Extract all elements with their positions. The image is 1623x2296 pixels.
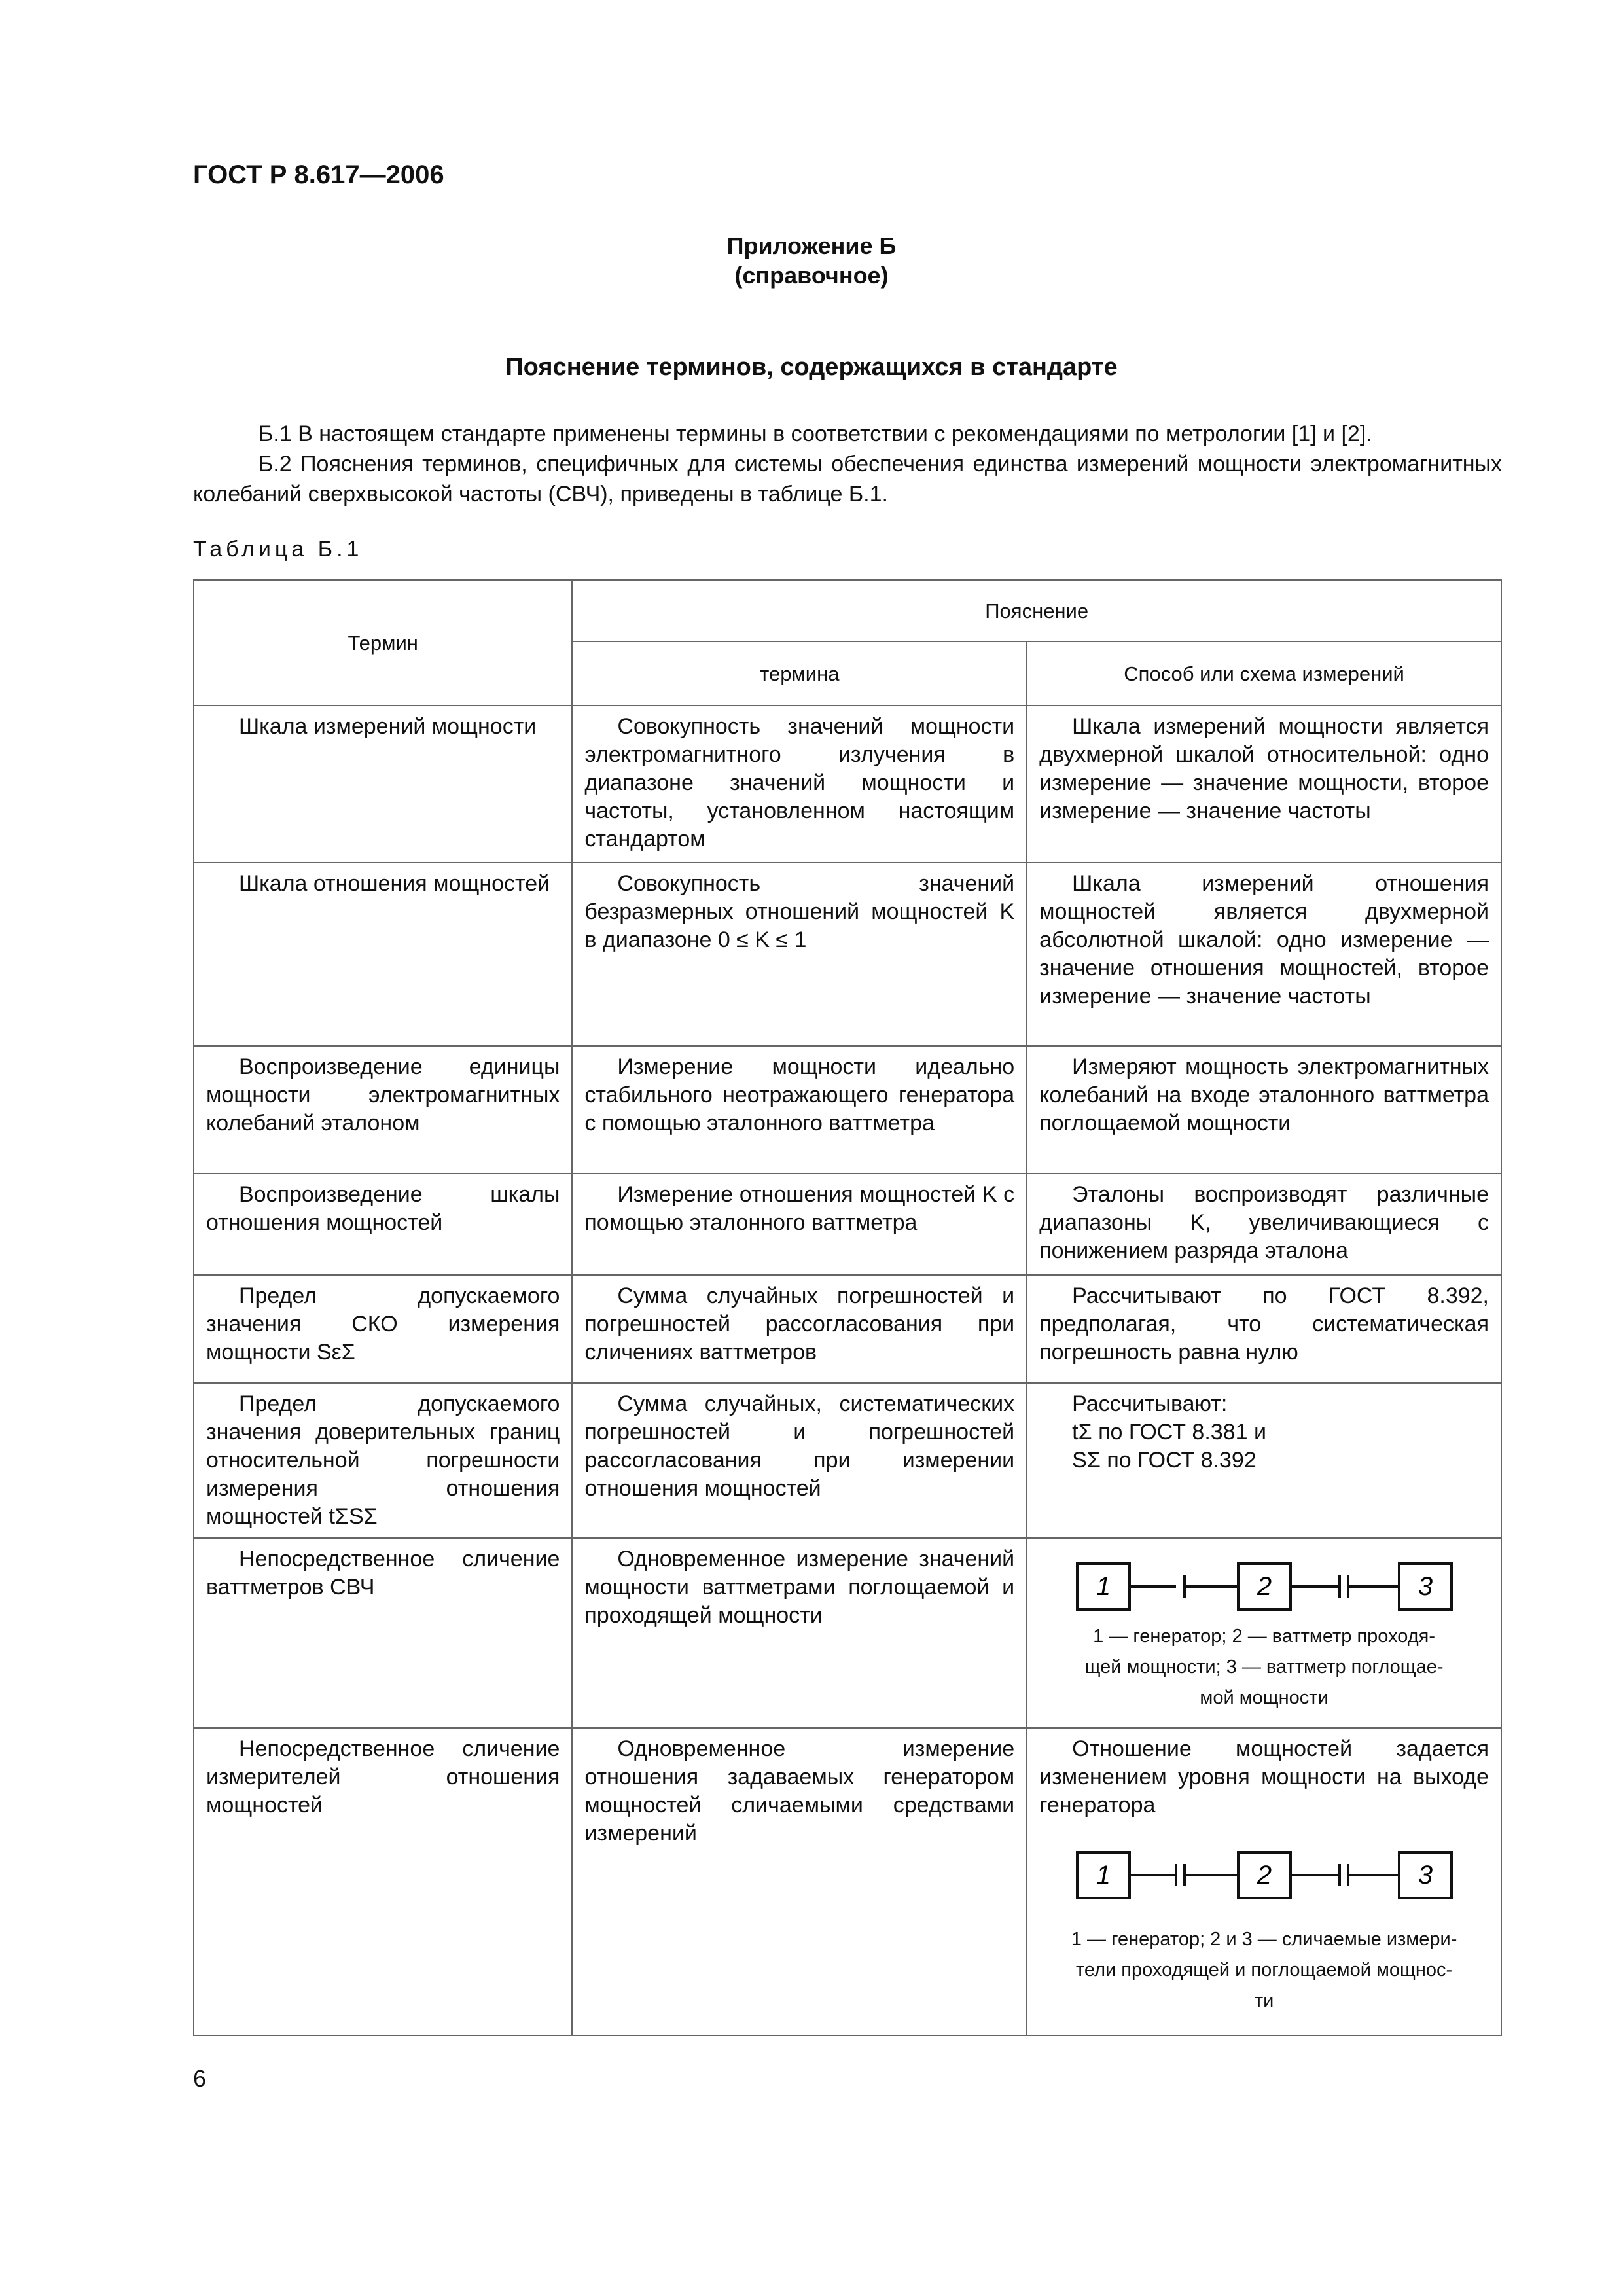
- method-cell: [1027, 1383, 1501, 1538]
- table-row: [194, 1275, 1501, 1383]
- block-1-label: 1: [1096, 1572, 1111, 1601]
- block-3-label: 3: [1418, 1861, 1433, 1890]
- block-1-label: 1: [1096, 1861, 1111, 1890]
- paragraph-b1: Б.1 В настоящем стандарте применены термины в соответствии с рекомендациями по метрологии [1] и [2].: [259, 422, 1372, 446]
- table-row: [194, 863, 1501, 1046]
- term-cell: Воспроизведение единицы мощности электромагнитных колебаний эталоном: [194, 1046, 572, 1174]
- appendix-kind: (справочное): [734, 262, 889, 289]
- block-2-label: 2: [1257, 1572, 1272, 1601]
- term-cell: Непосредственное сличение измерителей отношения мощностей: [194, 1728, 572, 2036]
- paragraph-b2: Б.2 Пояснения терминов, специфичных для системы обеспечения единства измерений мощности электромагнитных колебаний сверхвысокой частоты (СВЧ), приведены в таблице Б.1.: [193, 452, 1502, 507]
- block-2-label: 2: [1257, 1861, 1272, 1890]
- block-3-label: 3: [1418, 1572, 1433, 1601]
- page-number: 6: [193, 2065, 207, 2092]
- term-cell: Шкала измерений мощности: [194, 706, 572, 863]
- connector-2-3: [1291, 1575, 1399, 1598]
- method-line: tΣ по ГОСТ 8.381 и: [1072, 1420, 1266, 1444]
- connector-2-3: [1291, 1864, 1399, 1886]
- table-row: [194, 1046, 1501, 1174]
- method-line: Рассчитывают:: [1072, 1391, 1228, 1416]
- definition-cell: Одновременное измерение отношения задаваемых генератором мощностей сличаемыми средствами измерений: [572, 1728, 1027, 2036]
- table-caption: Таблица Б.1: [193, 537, 363, 562]
- method-cell: Шкала измерений отношения мощностей является двухмерной абсолютной шкалой: одно измерение — значение отношения мощностей, второе измерение — значение частоты: [1027, 863, 1501, 1046]
- table-row: [194, 1383, 1501, 1538]
- term-cell: Непосредственное сличение ваттметров СВЧ: [194, 1538, 572, 1728]
- definition-cell: Совокупность значений безразмерных отношений мощностей K в диапазоне 0 ≤ K ≤ 1: [572, 863, 1027, 1046]
- method-cell: [1027, 1538, 1501, 1728]
- definition-cell: Одновременное измерение значений мощности ваттметрами поглощаемой и проходящей мощности: [572, 1538, 1027, 1728]
- term-cell: Предел допускаемого значения доверительных границ относительной погрешности измерения отношения мощностей tΣSΣ: [194, 1383, 572, 1538]
- appendix-title: Приложение Б: [726, 232, 897, 259]
- header-of-term: термина: [572, 641, 1027, 706]
- document-header: ГОСТ Р 8.617—2006: [193, 160, 444, 189]
- connector-1-2: [1130, 1864, 1238, 1886]
- header-method: Способ или схема измерений: [1027, 641, 1501, 706]
- method-line: SΣ по ГОСТ 8.392: [1072, 1448, 1257, 1473]
- terms-table: [193, 579, 1502, 2036]
- definition-cell: Сумма случайных, систематических погрешностей и погрешностей рассогласования при измерении отношения мощностей: [572, 1383, 1027, 1538]
- definition-cell: Измерение мощности идеально стабильного неотражающего генератора с помощью эталонного ваттметра: [572, 1046, 1027, 1174]
- diagram-legend: 1 — генератор; 2 — ваттметр проходя- щей мощности; 3 — ваттметр поглощае- мой мощности: [1084, 1626, 1444, 1708]
- method-cell: Отношение мощностей задается изменением уровня мощности на выходе генератора 1 2 3 1 — генератор; 2 и 3 — сличаемые измери- тели проходящей и поглощаемой мощнос- ти: [1027, 1728, 1501, 2036]
- comparison-scheme-diagram: [1075, 1846, 1454, 1905]
- table-row: [194, 1538, 1501, 1728]
- table-row: [194, 1728, 1501, 2036]
- comparison-scheme-diagram: [1075, 1557, 1454, 1616]
- section-title: Пояснение терминов, содержащихся в стандарте: [505, 353, 1118, 381]
- term-cell: Воспроизведение шкалы отношения мощностей: [194, 1174, 572, 1275]
- table-row: [194, 706, 1501, 863]
- header-term: Термин: [194, 580, 572, 706]
- method-cell: Измеряют мощность электромагнитных колебаний на входе эталонного ваттметра поглощаемой мощности: [1027, 1046, 1501, 1174]
- method-cell: Шкала измерений мощности является двухмерной шкалой относительной: одно измерение — значение мощности, второе измерение — значение частоты: [1027, 706, 1501, 863]
- method-cell: Эталоны воспроизводят различные диапазоны K, увеличивающиеся с понижением разряда эталона: [1027, 1174, 1501, 1275]
- diagram-legend: 1 — генератор; 2 и 3 — сличаемые измери- тели проходящей и поглощаемой мощнос- ти: [1071, 1929, 1457, 2011]
- method-cell: Рассчитывают по ГОСТ 8.392, предполагая, что систематическая погрешность равна нулю: [1027, 1275, 1501, 1383]
- term-cell: Предел допускаемого значения СКО измерения мощности SεΣ: [194, 1275, 572, 1383]
- term-cell: Шкала отношения мощностей: [194, 863, 572, 1046]
- definition-cell: Совокупность значений мощности электромагнитного излучения в диапазоне значений мощности и частоты, установленном настоящим стандартом: [572, 706, 1027, 863]
- definition-cell: Измерение отношения мощностей K с помощью эталонного ваттметра: [572, 1174, 1027, 1275]
- definition-cell: Сумма случайных погрешностей и погрешностей рассогласования при сличениях ваттметров: [572, 1275, 1027, 1383]
- connector-1-2: [1130, 1575, 1238, 1598]
- header-explanation: Пояснение: [572, 580, 1501, 641]
- table-row: [194, 1174, 1501, 1275]
